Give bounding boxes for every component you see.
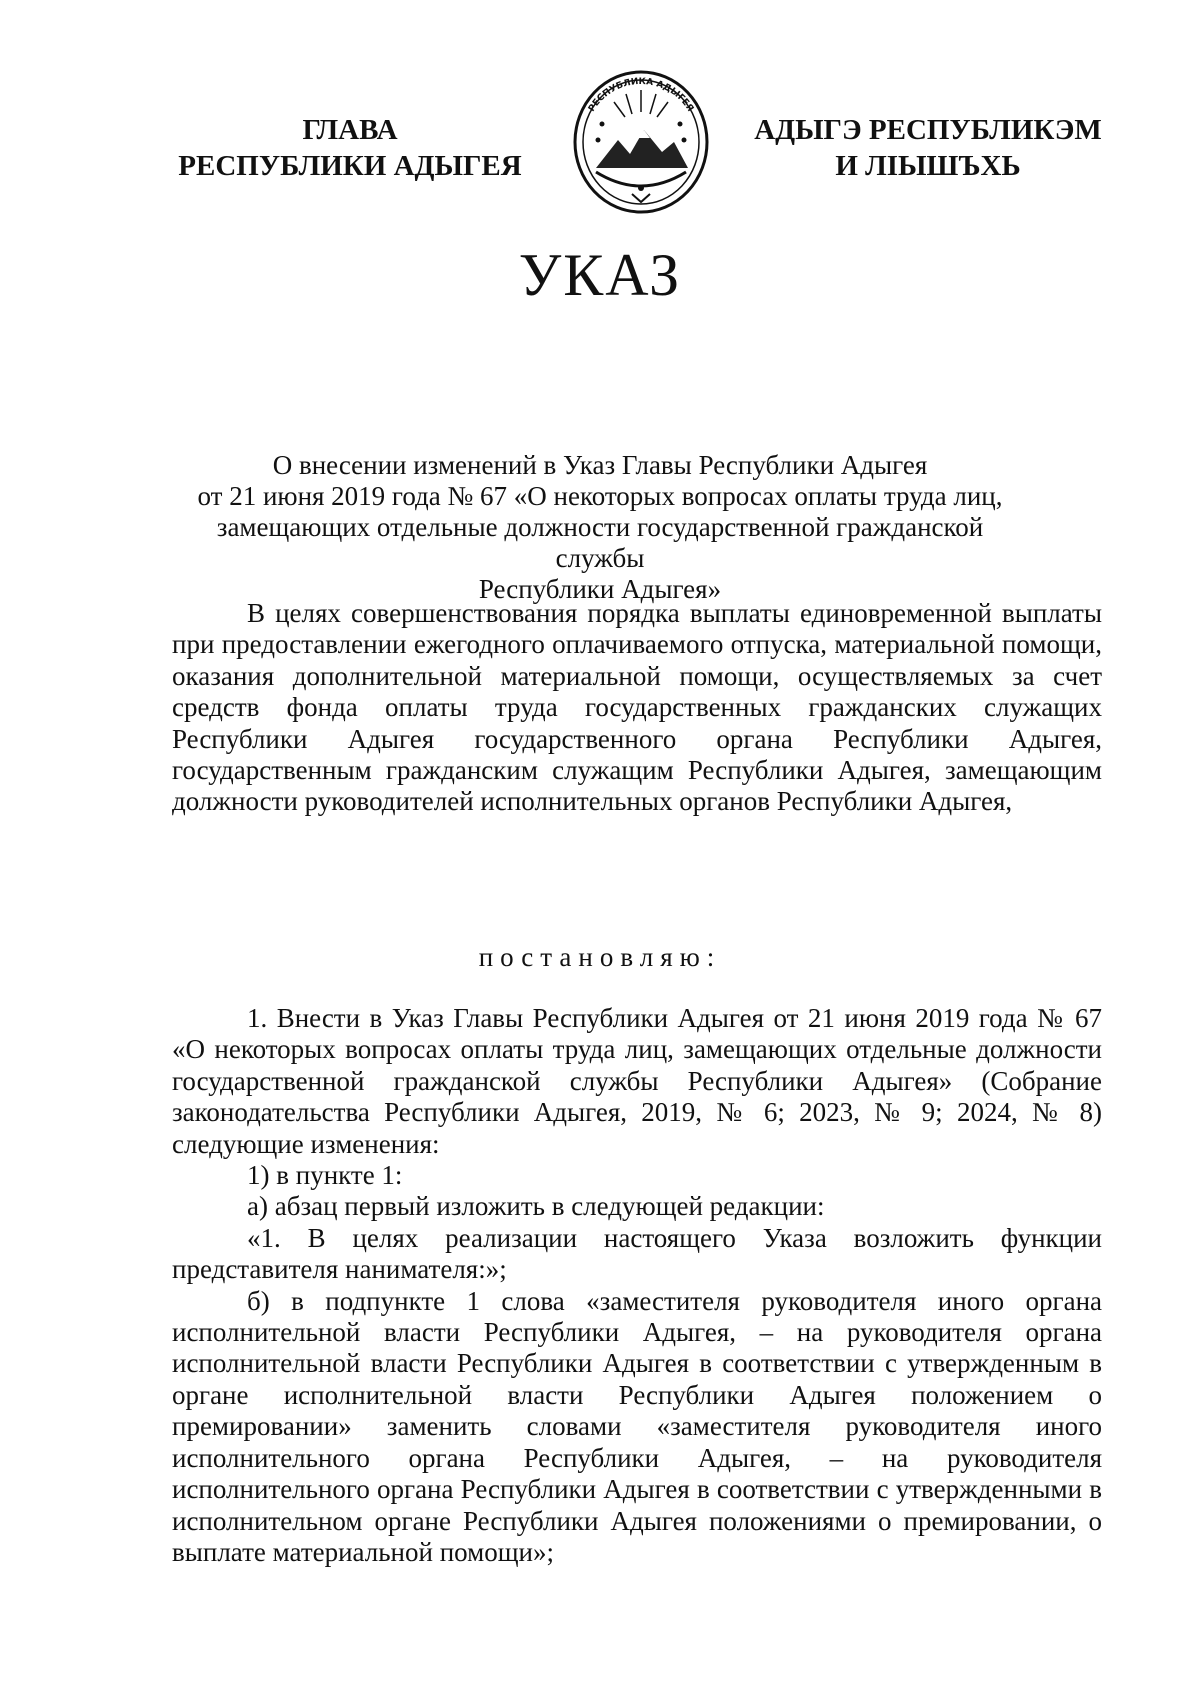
subject-line: замещающих отдельные должности государственной гражданской службы	[216, 512, 984, 573]
emblem-arc-text: РЕСПУБЛИКА АДЫГЕЯ	[587, 76, 695, 114]
clause-paragraph: а) абзац первый изложить в следующей редакции:	[247, 1191, 825, 1222]
clause-paragraph: 1) в пункте 1:	[247, 1160, 403, 1191]
preamble-block	[172, 598, 1102, 818]
header-right-line2: И ЛІЫШЪХЬ	[835, 150, 1021, 182]
header-left-line2: РЕСПУБЛИКИ АДЫГЕЯ	[178, 150, 522, 182]
document-title: УКАЗ	[518, 242, 682, 308]
clause-paragraph: «1. В целях реализации настоящего Указа возложить функции представителя нанимателя:»;	[172, 1222, 1102, 1285]
document-subject	[170, 450, 1030, 605]
subject-line: Республики Адыгея»	[478, 574, 722, 604]
header-left-line1: ГЛАВА	[302, 114, 398, 146]
clauses-block	[172, 1003, 1102, 1568]
resolve-word: постановляю:	[478, 942, 722, 972]
clause-paragraph: б) в подпункте 1 слова «заместителя руководителя иного органа исполнительной власти Республики Адыгея, – на руководителя органа исполнительной власти Республики Адыгея в соответствии с утвержденным в органе исполнительной власти Республики Адыгея положением о премировании» заменить словами «заместителя руководителя иного исполнительного органа Республики Адыгея, – на руководителя исполнительного органа Республики Адыгея в соответствии с утвержденными в исполнительном органе Республики Адыгея положениями о премировании, о выплате материальной помощи»;	[172, 1285, 1102, 1567]
header-right	[718, 112, 1138, 184]
clause-paragraph: 1. Внести в Указ Главы Республики Адыгея от 21 июня 2019 года № 67 «О некоторых вопросах оплаты труда лиц, замещающих отдельные должности государственной гражданской службы Республики Адыгея» (Собрание законодательства Республики Адыгея, 2019, № 6; 2023, № 9; 2024, № 8) следующие изменения:	[172, 1003, 1102, 1159]
subject-line: О внесении изменений в Указ Главы Республики Адыгея	[272, 450, 928, 480]
subject-line: от 21 июня 2019 года № 67 «О некоторых вопросах оплаты труда лиц,	[197, 481, 1003, 511]
header-right-line1: АДЫГЭ РЕСПУБЛИКЭМ	[754, 114, 1102, 146]
coat-of-arms-icon	[562, 60, 720, 218]
preamble-paragraph: В целях совершенствования порядка выплаты единовременной выплаты при предоставлении ежегодного оплачиваемого отпуска, материальной помощи, оказания дополнительной материальной помощи, осуществляемых за счет средств фонда оплаты труда государственных гражданских служащих Республики Адыгея государственного органа Республики Адыгея, государственным гражданским служащим Республики Адыгея, замещающим должности руководителей исполнительных органов Республики Адыгея,	[172, 598, 1102, 817]
header-left	[150, 112, 550, 184]
